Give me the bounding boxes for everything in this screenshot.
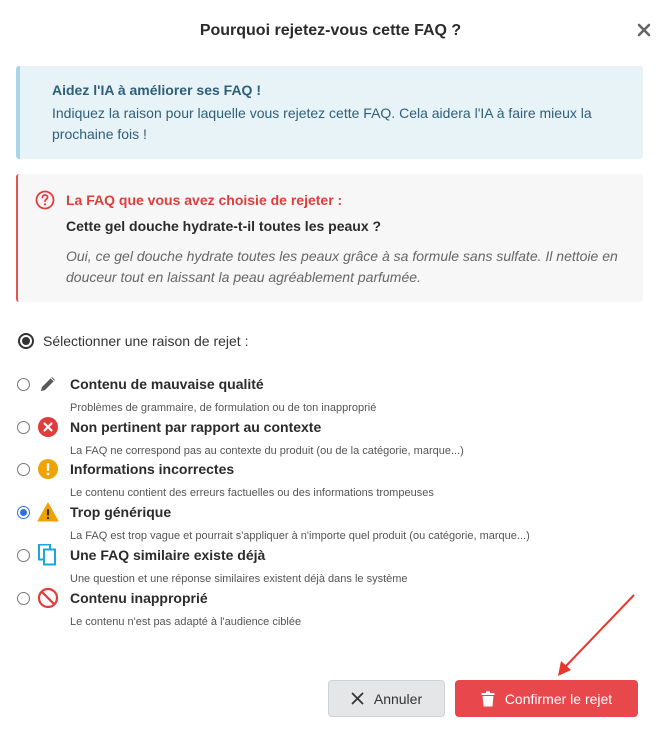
reason-radio[interactable]: [17, 506, 30, 519]
close-button[interactable]: [634, 20, 654, 40]
trash-icon: [481, 691, 495, 707]
question-circle-icon: [35, 190, 55, 210]
reason-radio[interactable]: [17, 549, 30, 562]
cancel-button-label: Annuler: [373, 690, 423, 707]
reason-label: Trop générique: [70, 504, 172, 520]
reason-option-low-quality[interactable]: [16, 376, 636, 416]
warning-triangle-icon: [37, 501, 59, 523]
reason-label: Non pertinent par rapport au contexte: [70, 419, 322, 435]
reason-description: Une question et une réponse similaires existent déjà dans le système: [70, 573, 408, 585]
reason-label: Une FAQ similaire existe déjà: [70, 547, 266, 563]
info-text: Indiquez la raison pour laquelle vous rejetez cette FAQ. Cela aidera l'IA à faire mieux la prochaine fois !: [52, 105, 592, 142]
reason-option-incorrect[interactable]: [16, 461, 636, 501]
reason-option-inappropriate[interactable]: [16, 590, 636, 630]
reason-label: Informations incorrectes: [70, 461, 235, 477]
info-title: Aidez l'IA à améliorer ses FAQ !: [52, 82, 261, 98]
reason-radio[interactable]: [17, 421, 30, 434]
ban-icon: [37, 587, 59, 609]
close-icon: [637, 23, 651, 37]
cancel-button[interactable]: [328, 680, 445, 717]
reason-description: La FAQ est trop vague et pourrait s'appliquer à n'importe quel produit (ou catégorie, marque...): [70, 530, 530, 542]
reason-option-duplicate[interactable]: [16, 547, 636, 587]
reason-label: Contenu de mauvaise qualité: [70, 376, 264, 392]
reason-label: Contenu inapproprié: [70, 590, 208, 606]
rejected-faq-panel: [16, 174, 643, 302]
error-x-circle-icon: [37, 416, 59, 438]
reason-description: Problèmes de grammaire, de formulation ou de ton inapproprié: [70, 402, 377, 414]
exclamation-circle-icon: [37, 458, 59, 480]
reason-radio[interactable]: [17, 463, 30, 476]
confirm-reject-button[interactable]: [455, 680, 638, 717]
select-reason-radio-icon: [18, 333, 34, 349]
pencil-icon: [37, 373, 59, 395]
faq-heading: La FAQ que vous avez choisie de rejeter :: [66, 192, 343, 208]
reason-radio[interactable]: [17, 592, 30, 605]
copy-icon: [37, 544, 59, 566]
faq-answer: Oui, ce gel douche hydrate toutes les peaux grâce à sa formule sans sulfate. Il nettoie en douceur tout en laissant la peau agréablement parfumée.: [66, 248, 618, 285]
reason-option-too-generic[interactable]: [16, 504, 636, 544]
info-banner: [16, 66, 643, 159]
reason-select-header: [18, 333, 248, 349]
reason-radio[interactable]: [17, 378, 30, 391]
reason-description: Le contenu n'est pas adapté à l'audience ciblée: [70, 616, 302, 628]
select-reason-label: Sélectionner une raison de rejet :: [43, 333, 249, 349]
faq-question: Cette gel douche hydrate-t-il toutes les peaux ?: [66, 218, 382, 234]
reason-description: La FAQ ne correspond pas au contexte du produit (ou de la catégorie, marque...): [70, 445, 464, 457]
confirm-button-label: Confirmer le rejet: [504, 690, 613, 707]
modal-title: Pourquoi rejetez-vous cette FAQ ?: [199, 22, 462, 39]
reason-description: Le contenu contient des erreurs factuelles ou des informations trompeuses: [70, 487, 434, 499]
close-icon: [351, 692, 364, 705]
reason-option-not-relevant[interactable]: [16, 419, 636, 459]
